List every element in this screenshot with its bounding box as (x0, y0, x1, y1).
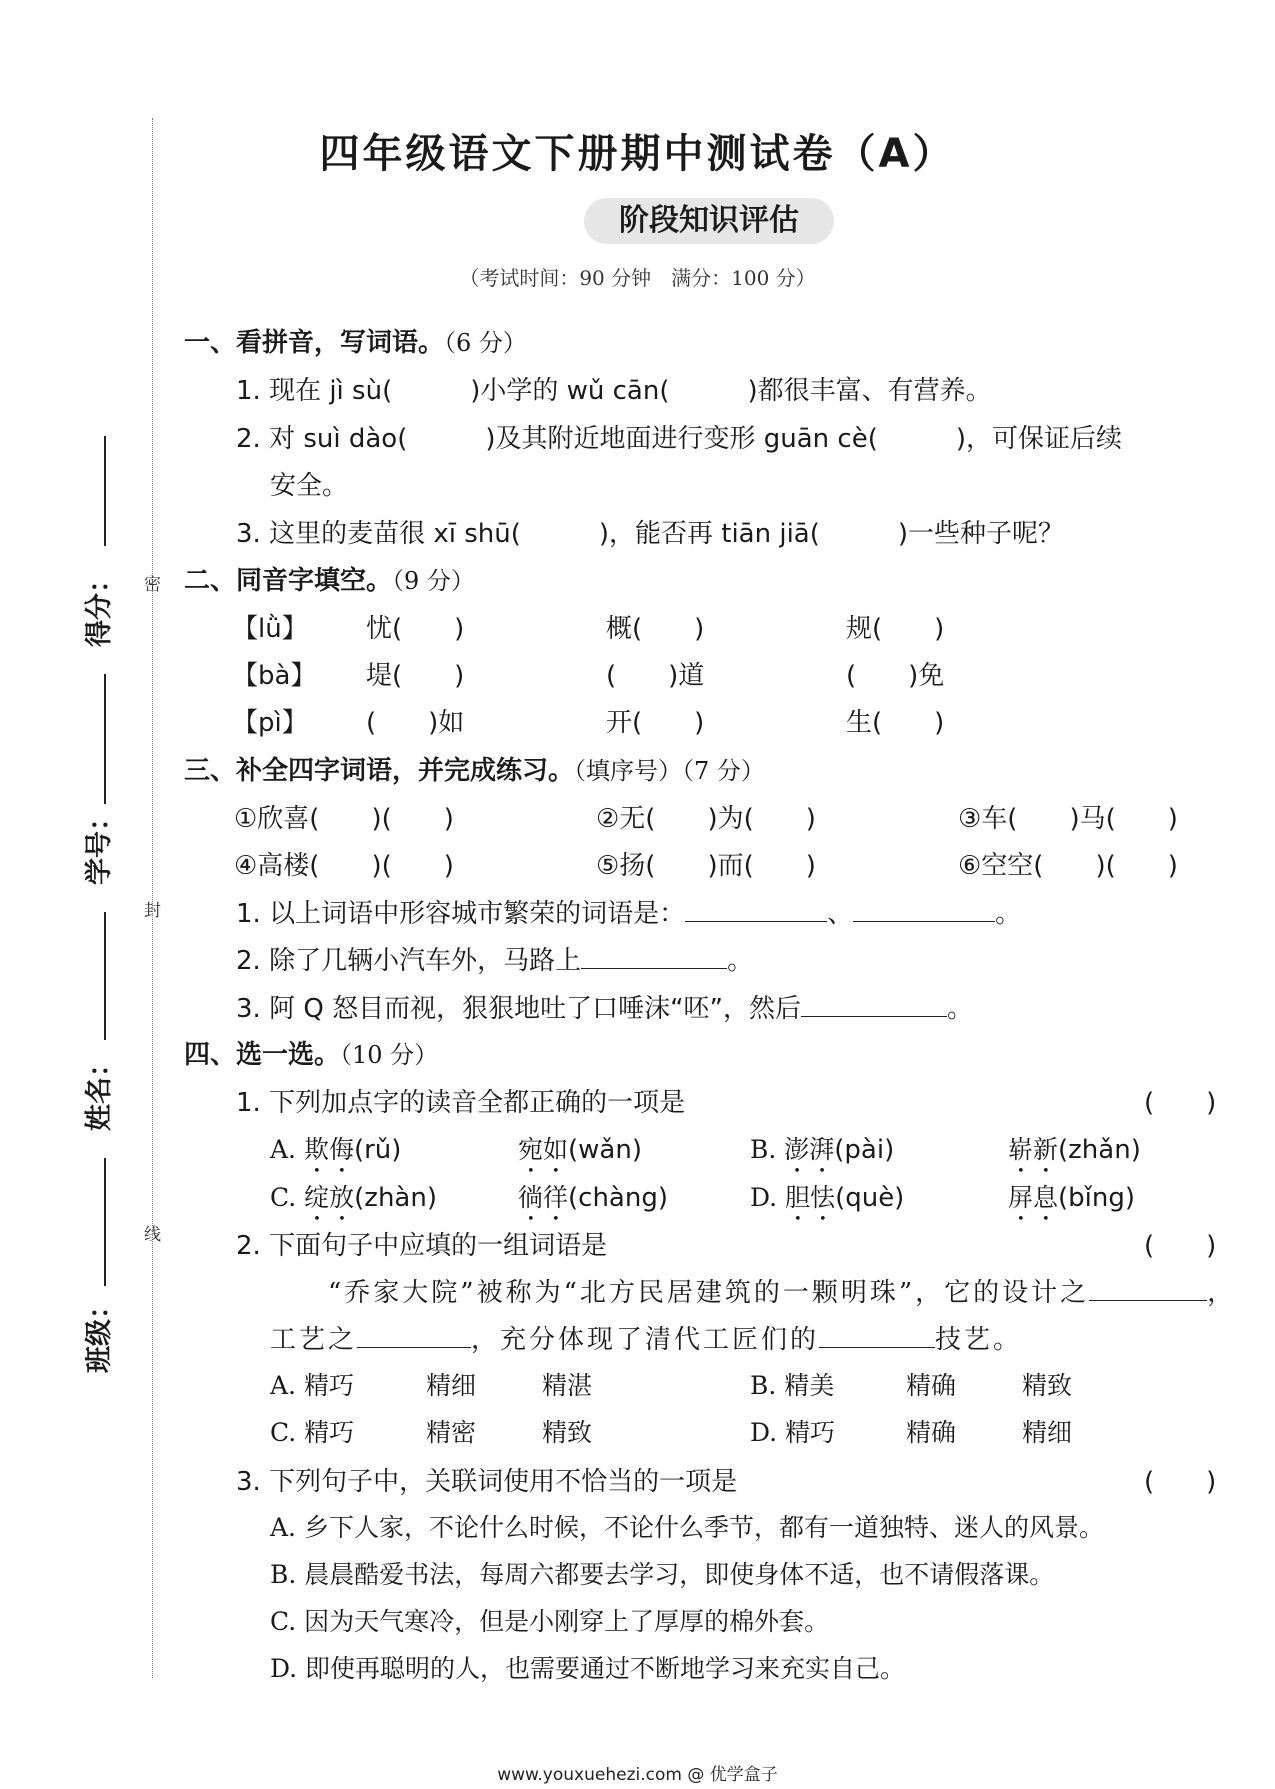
s4-question-3: 3. 下列句子中，关联词使用不恰当的一项是 (236, 1467, 738, 1497)
section-badge: 阶段知识评估 (584, 198, 834, 244)
s4-q2-option-a-1[interactable]: A. 精巧 (270, 1371, 354, 1400)
s4-q2-passage-text-2b: ，充分体现了清代工匠们的 (471, 1325, 820, 1355)
s3-q2-text: 2. 除了几辆小汽车外，马路上 (236, 946, 582, 976)
s4-q1-c1-prefix: C. (270, 1183, 305, 1212)
s2-row-1-item-2: 概( ) (606, 614, 705, 644)
s4-q2-passage-end-1: ， (1207, 1278, 1237, 1308)
s4-q1-b1-prefix: B. (750, 1135, 785, 1164)
s4-q1-c1-word: 绽放 (304, 1183, 355, 1212)
section-3-points: （填序号）（7 分） (574, 757, 765, 785)
s4-q3-option-d[interactable]: D. 即使再聪明的人，也需要通过不断地学习来充实自己。 (270, 1654, 906, 1683)
s4-q1-a1-word: 欺侮 (303, 1135, 354, 1164)
section-1-title: 一、看拼音，写词语。 (184, 328, 445, 358)
s4-q1-d1-pinyin: (què) (835, 1183, 905, 1213)
section-2-title: 二、同音字填空。 (184, 566, 393, 596)
s4-q2-option-d-2[interactable]: 精确 (906, 1418, 957, 1447)
s4-q2-option-c-3[interactable]: 精致 (542, 1418, 593, 1447)
s4-q1-b2-pinyin: (zhǎn) (1058, 1135, 1141, 1165)
s3-q1-blank-2[interactable] (853, 895, 995, 922)
s2-row-2-item-2: ( )道 (606, 661, 705, 691)
s4-q1-a2-pinyin: (wǎn) (568, 1135, 642, 1165)
s3-q1-sep: 、 (827, 899, 854, 929)
s4-q2-blank-2[interactable] (357, 1321, 471, 1348)
section-4-heading (184, 1034, 438, 1071)
s4-q1-option-b1[interactable] (750, 1130, 894, 1179)
section-1-points: （6 分） (444, 329, 527, 357)
s2-row-2-item-1: 堤( ) (366, 661, 465, 691)
s4-q1-option-b2[interactable] (1008, 1130, 1141, 1179)
s4-q1-b1-pinyin: (pài) (834, 1135, 895, 1165)
s4-q1-option-d1[interactable] (750, 1178, 904, 1227)
s4-q2-option-c-2[interactable]: 精密 (426, 1418, 477, 1447)
name-line[interactable] (104, 912, 106, 1040)
s4-q2-passage-line-2 (270, 1319, 1022, 1356)
s3-word-4: ④高楼( )( ) (234, 851, 454, 881)
s4-q1-d2-word: 屏息 (1008, 1183, 1059, 1212)
s4-q1-option-c2[interactable] (518, 1178, 668, 1227)
s4-q2-passage-text-2c: 技艺。 (935, 1325, 1023, 1355)
s4-q2-passage-line-1 (328, 1272, 1236, 1309)
section-3-title: 三、补全四字词语，并完成练习。 (184, 756, 575, 786)
s4-q2-option-d-3[interactable]: 精细 (1022, 1418, 1073, 1447)
s4-q1-c1-pinyin: (zhàn) (354, 1183, 437, 1213)
name-label: 姓名： (83, 1049, 115, 1131)
s4-q2-blank-3[interactable] (819, 1321, 935, 1348)
section-3-heading (184, 750, 765, 787)
footer-watermark: www.youxuehezi.com @ 优学盒子 (497, 1765, 778, 1785)
s2-row-3-item-1: ( )如 (366, 708, 465, 738)
s3-question-1 (236, 893, 1021, 930)
s4-q1-d2-pinyin: (bǐng) (1058, 1183, 1136, 1213)
seal-mark-mi: 密 (144, 575, 161, 595)
s4-q1-c2-word: 徜徉 (518, 1183, 569, 1212)
score-line[interactable] (104, 436, 106, 546)
seal-mark-xian: 线 (144, 1225, 161, 1245)
s4-q2-option-d-1[interactable]: D. 精巧 (750, 1418, 836, 1447)
section-1-heading (184, 322, 527, 359)
s4-q1-a1-prefix: A. (270, 1135, 304, 1164)
s3-word-5: ⑤扬( )而( ) (596, 851, 816, 881)
s4-question-2: 2. 下面句子中应填的一组词语是 (236, 1231, 608, 1261)
s1-question-2-cont: 安全。 (270, 471, 349, 501)
s4-q1-d1-word: 胆怯 (785, 1183, 836, 1212)
s4-q3-answer-paren[interactable]: ( ) (1144, 1467, 1217, 1497)
s3-q3-text: 3. 阿 Q 怒目而视，狠狠地吐了口唾沫“呸”，然后 (236, 994, 802, 1024)
section-2-points: （9 分） (392, 567, 475, 595)
s4-q1-answer-paren[interactable]: ( ) (1144, 1088, 1217, 1118)
s4-q2-option-b-1[interactable]: B. 精美 (750, 1371, 835, 1400)
s3-word-2: ②无( )为( ) (596, 804, 816, 834)
s4-q1-a2-word: 宛如 (518, 1135, 569, 1164)
s4-q2-option-c-1[interactable]: C. 精巧 (270, 1418, 355, 1447)
s3-word-6: ⑥空空( )( ) (958, 851, 1178, 881)
s3-q1-end: 。 (995, 899, 1022, 929)
s4-q1-c2-pinyin: (chàng) (568, 1183, 668, 1213)
s3-q3-blank[interactable] (801, 990, 947, 1017)
s4-q2-option-b-3[interactable]: 精致 (1022, 1371, 1073, 1400)
s4-q3-option-c[interactable]: C. 因为天气寒冷，但是小刚穿上了厚厚的棉外套。 (270, 1607, 830, 1636)
exam-info: （考试时间：90 分钟 满分：100 分） (459, 266, 816, 290)
s2-row-3-pinyin: 【pì】 (232, 708, 308, 738)
s4-question-1: 1. 下列加点字的读音全都正确的一项是 (236, 1088, 686, 1118)
s4-q2-passage-text-1: “乔家大院”被称为“北方民居建筑的一颗明珠”，它的设计之 (328, 1278, 1090, 1308)
s3-q2-blank[interactable] (581, 942, 727, 969)
s1-question-2: 2. 对 suì dào( )及其附近地面进行变形 guān cè( )，可保证后续 (236, 424, 1122, 454)
s2-row-1-pinyin: 【lǜ】 (232, 614, 308, 644)
s3-q1-blank-1[interactable] (685, 895, 827, 922)
s3-q3-end: 。 (947, 994, 974, 1024)
s4-q1-option-a1[interactable] (270, 1130, 401, 1179)
s1-question-1: 1. 现在 jì sù( )小学的 wǔ cān( )都很丰富、有营养。 (236, 376, 992, 406)
s2-row-3-item-2: 开( ) (606, 708, 705, 738)
s4-q1-b2-word: 崭新 (1008, 1135, 1059, 1164)
s4-q2-option-a-2[interactable]: 精细 (426, 1371, 477, 1400)
s4-q2-option-a-3[interactable]: 精湛 (542, 1371, 593, 1400)
section-2-heading (184, 560, 475, 597)
s1-question-3: 3. 这里的麦苗很 xī shū( )，能否再 tiān jiā( )一些种子呢？ (236, 519, 1065, 549)
s2-row-3-item-3: 生( ) (846, 708, 945, 738)
s4-q1-a1-pinyin: (rǔ) (353, 1135, 402, 1165)
s3-word-3: ③车( )马( ) (958, 804, 1178, 834)
score-label: 得分： (83, 565, 115, 647)
s3-q2-end: 。 (727, 946, 754, 976)
s4-q1-option-c1[interactable] (270, 1178, 437, 1227)
s3-q1-text: 1. 以上词语中形容城市繁荣的词语是： (236, 899, 686, 929)
class-line[interactable] (104, 1158, 106, 1286)
s2-row-1-item-3: 规( ) (846, 614, 945, 644)
s2-row-2-item-3: ( )免 (846, 661, 945, 691)
s4-q3-option-b[interactable]: B. 晨晨酷爱书法，每周六都要去学习，即使身体不适，也不请假落课。 (270, 1560, 1055, 1589)
s4-q3-option-a[interactable]: A. 乡下人家，不论什么时候，不论什么季节，都有一道独特、迷人的风景。 (270, 1513, 1104, 1542)
s4-q1-option-a2[interactable] (518, 1130, 642, 1179)
page-title: 四年级语文下册期中测试卷（A） (319, 131, 956, 177)
s4-q2-option-b-2[interactable]: 精确 (906, 1371, 957, 1400)
section-4-points: （10 分） (340, 1041, 439, 1069)
s4-q2-answer-paren[interactable]: ( ) (1144, 1231, 1217, 1261)
student-no-label: 学号： (83, 803, 115, 885)
seal-mark-feng: 封 (144, 901, 161, 921)
section-4-title: 四、选一选。 (184, 1040, 341, 1070)
s4-q1-option-d2[interactable] (1008, 1178, 1135, 1227)
s4-q1-b1-word: 澎湃 (784, 1135, 835, 1164)
s2-row-2-pinyin: 【bà】 (232, 661, 317, 691)
s3-question-2 (236, 940, 753, 977)
s3-word-1: ①欣喜( )( ) (234, 804, 454, 834)
class-label: 班级： (83, 1291, 115, 1373)
s4-q1-d1-prefix: D. (750, 1183, 786, 1212)
s3-question-3 (236, 988, 973, 1025)
s2-row-1-item-1: 忧( ) (366, 614, 465, 644)
s4-q2-passage-text-2a: 工艺之 (270, 1325, 358, 1355)
s4-q2-blank-1[interactable] (1089, 1274, 1207, 1301)
